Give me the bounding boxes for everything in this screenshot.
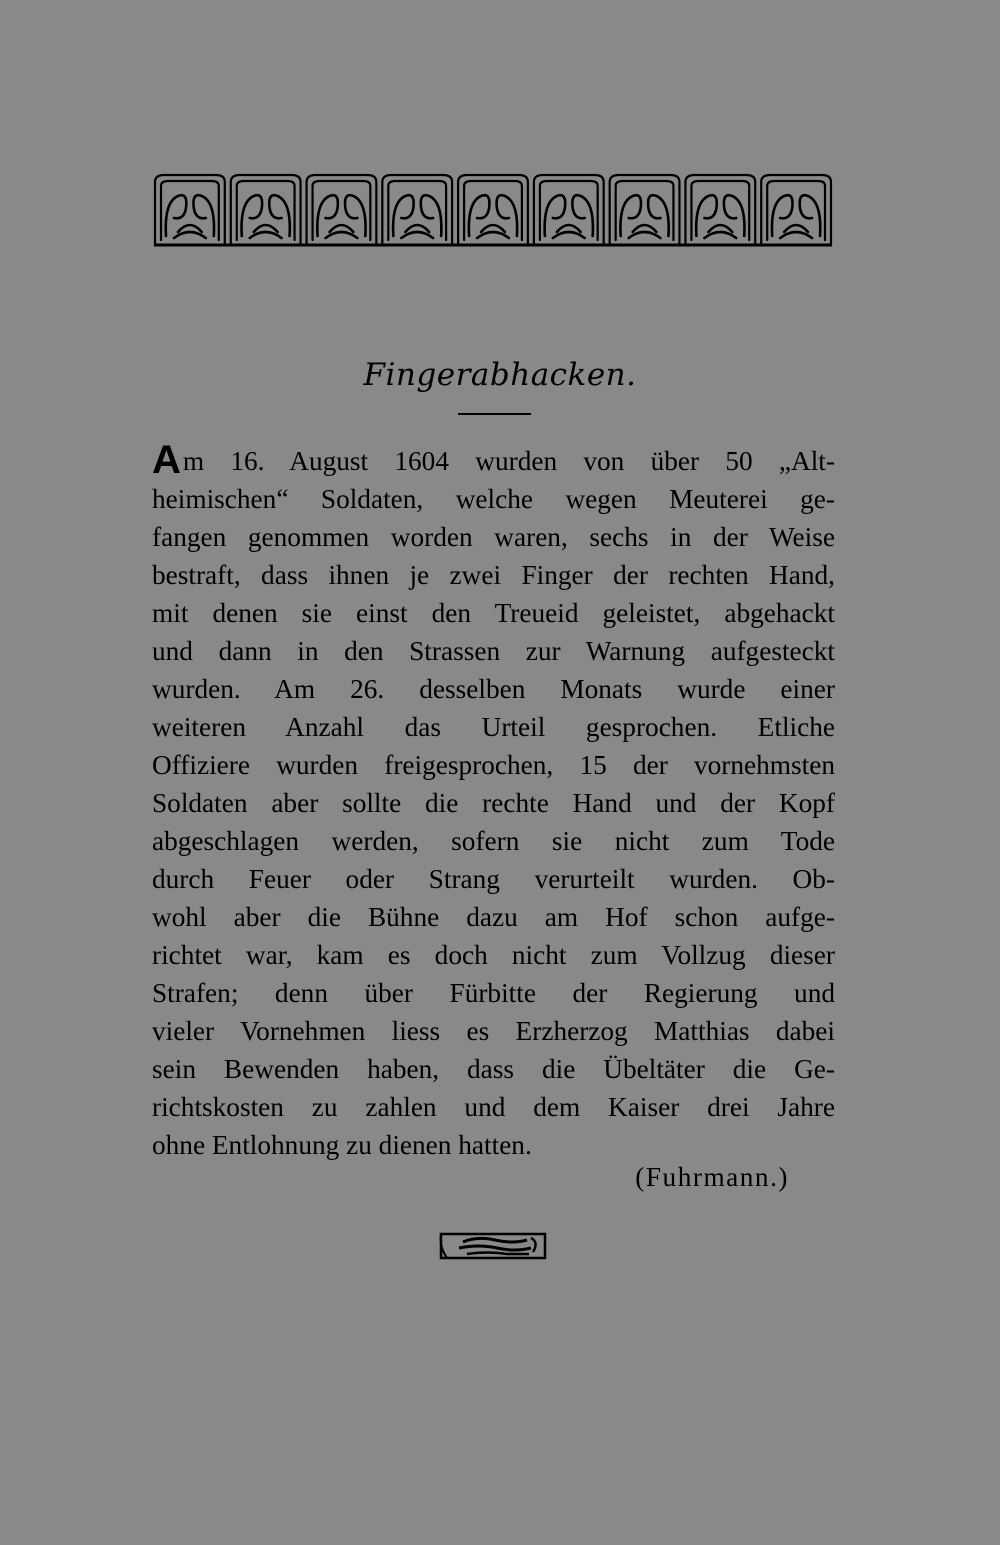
ornament-stroke [269,195,290,236]
ornament-unit [231,175,301,245]
body-text [152,438,835,1164]
ornament-unit [382,175,452,245]
ornament-stroke [620,195,641,236]
ornament-stroke [469,195,490,236]
ornament-stroke [421,195,442,236]
title-rule [458,413,531,415]
ornament-unit [761,175,831,245]
ornament-unit [610,175,680,245]
body-line: wohl aber die Bühne dazu am Hof schon aufge- [152,902,835,932]
ornament-unit [458,175,528,245]
ornament-unit [155,175,225,245]
body-line: bestraft, dass ihnen je zwei Finger der rechten Hand, [152,560,835,590]
body-line: vieler Vornehmen liess es Erzherzog Matthias dabei [152,1016,835,1046]
body-line: heimischen“ Soldaten, welche wegen Meuterei ge- [152,484,835,514]
ornament-unit [534,175,604,245]
ornament-unit [685,175,755,245]
footer-ornament [437,1230,549,1262]
ornament-stroke [497,195,518,236]
body-line: richtskosten zu zahlen und dem Kaiser drei Jahre [152,1092,835,1122]
body-line-rest: m 16. August 1604 wurden von über 50 „Alt- [182,446,835,476]
ornament-stroke [393,195,414,236]
ornament-stroke [545,195,566,236]
body-line: weiteren Anzahl das Urteil gesprochen. Etliche [152,712,835,742]
initial-letter: A [152,438,181,482]
body-line: und dann in den Strassen zur Warnung aufgesteckt [152,636,835,666]
ornament-stroke [800,195,821,236]
ornament-stroke [648,195,669,236]
body-line: Soldaten aber sollte die rechte Hand und der Kopf [152,788,835,818]
body-line: fangen genommen worden waren, sechs in der Weise [152,522,835,552]
ornament-stroke [772,195,793,236]
body-line [152,438,835,482]
page-title: Fingerabhacken. [363,357,637,393]
ornament-unit [307,175,377,245]
ornament-stroke [724,195,745,236]
ornament-stroke [317,195,338,236]
ornament-stroke [572,195,593,236]
ornament-stroke [345,195,366,236]
body-line: durch Feuer oder Strang verurteilt wurden. Ob- [152,864,835,894]
body-line: abgeschlagen werden, sofern sie nicht zum Tode [152,826,835,856]
ornament-stroke [166,195,187,236]
body-line: sein Bewenden haben, dass die Übeltäter die Ge- [152,1054,835,1084]
body-line: ohne Entlohnung zu dienen hatten. [152,1130,532,1160]
body-line: Offiziere wurden freigesprochen, 15 der vornehmsten [152,750,835,780]
ornament-stroke [696,195,717,236]
header-ornament [152,172,834,248]
body-line: Strafen; denn über Fürbitte der Regierung und [152,978,835,1008]
ornament-stroke [193,195,214,236]
body-line: richtet war, kam es doch nicht zum Vollzug dieser [152,940,835,970]
body-line: wurden. Am 26. desselben Monats wurde einer [152,674,835,704]
body-line: mit denen sie einst den Treueid geleistet, abgehackt [152,598,835,628]
ornament-stroke [242,195,263,236]
author-signature: (Fuhrmann.) [635,1162,789,1192]
